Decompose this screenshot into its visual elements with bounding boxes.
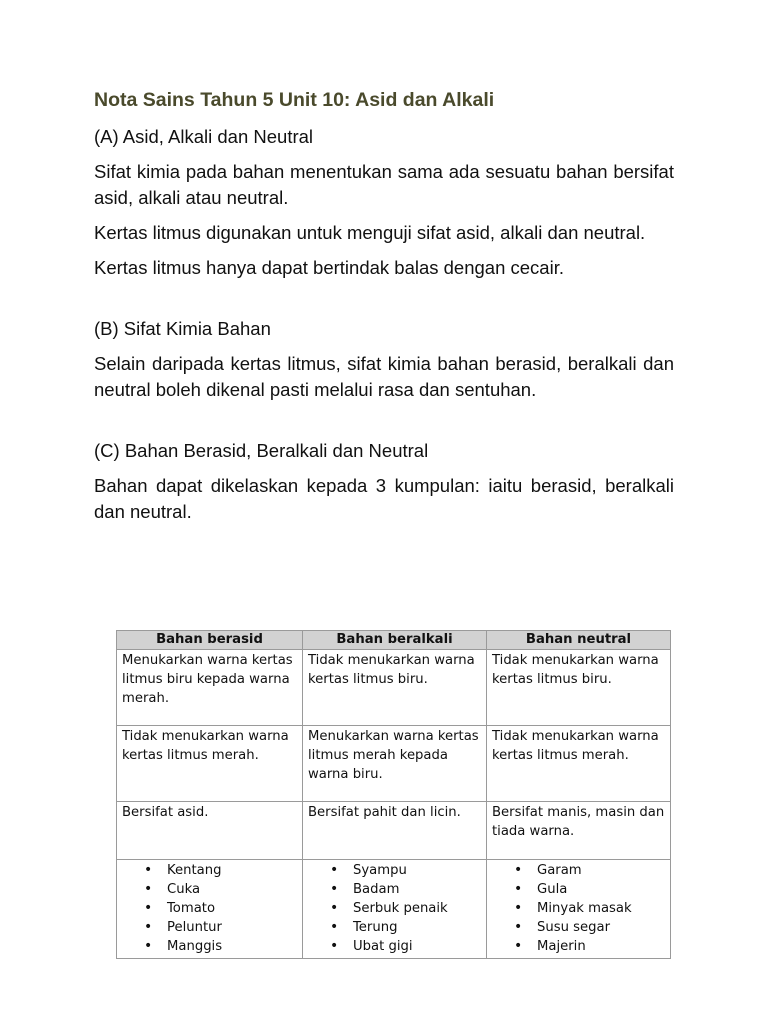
neutral-examples-list [492, 861, 666, 956]
spacer [94, 412, 674, 438]
section-a-paragraph-1: Sifat kimia pada bahan menentukan sama ada sesuatu bahan bersifat asid, alkali atau neutral. [94, 161, 674, 208]
list-item: • Serbuk penaik [353, 899, 482, 918]
properties-table [116, 630, 671, 959]
table-cell: Bersifat pahit dan licin. [303, 802, 487, 860]
alkali-examples-cell [303, 860, 487, 959]
acid-examples-cell [117, 860, 303, 959]
list-item: • Peluntur [167, 918, 298, 937]
table-row-examples [117, 860, 671, 959]
list-item: • Garam [537, 861, 666, 880]
list-item: • Susu segar [537, 918, 666, 937]
page-title: Nota Sains Tahun 5 Unit 10: Asid dan Alkali [94, 89, 495, 111]
table-cell: Bersifat manis, masin dan tiada warna. [487, 802, 671, 860]
list-item: • Majerin [537, 937, 666, 956]
acid-examples-list [122, 861, 298, 956]
header-bahan-beralkali: Bahan beralkali [303, 631, 487, 650]
section-c-paragraph: Bahan dapat dikelaskan kepada 3 kumpulan: iaitu berasid, beralkali dan neutral. [94, 475, 674, 522]
neutral-examples-cell [487, 860, 671, 959]
header-bahan-neutral: Bahan neutral [487, 631, 671, 650]
section-b-heading: (B) Sifat Kimia Bahan [94, 318, 271, 339]
table-cell: Menukarkan warna kertas litmus biru kepada warna merah. [117, 650, 303, 726]
table-row [117, 802, 671, 860]
table-cell: Tidak menukarkan warna kertas litmus merah. [117, 726, 303, 802]
list-item: • Gula [537, 880, 666, 899]
section-a-heading: (A) Asid, Alkali dan Neutral [94, 126, 314, 147]
spacer [94, 290, 674, 316]
section-b-paragraph: Selain daripada kertas litmus, sifat kimia bahan berasid, beralkali dan neutral boleh dikenal pasti melalui rasa dan sentuhan. [94, 353, 674, 400]
alkali-examples-list [308, 861, 482, 956]
section-c-heading: (C) Bahan Berasid, Beralkali dan Neutral [94, 440, 429, 461]
list-item: • Kentang [167, 861, 298, 880]
list-item: • Manggis [167, 937, 298, 956]
table-cell: Tidak menukarkan warna kertas litmus biru. [487, 650, 671, 726]
list-item: • Cuka [167, 880, 298, 899]
header-bahan-berasid: Bahan berasid [117, 631, 303, 650]
list-item: • Tomato [167, 899, 298, 918]
list-item: • Terung [353, 918, 482, 937]
list-item: • Syampu [353, 861, 482, 880]
table-cell: Menukarkan warna kertas litmus merah kepada warna biru. [303, 726, 487, 802]
list-item: • Badam [353, 880, 482, 899]
table-row [117, 726, 671, 802]
table-header-row [117, 631, 671, 650]
section-a-paragraph-3: Kertas litmus hanya dapat bertindak balas dengan cecair. [94, 257, 564, 278]
table-row [117, 650, 671, 726]
table-cell: Bersifat asid. [117, 802, 303, 860]
list-item: • Minyak masak [537, 899, 666, 918]
document-page [94, 86, 674, 534]
table-cell: Tidak menukarkan warna kertas litmus merah. [487, 726, 671, 802]
list-item: • Ubat gigi [353, 937, 482, 956]
table-cell: Tidak menukarkan warna kertas litmus biru. [303, 650, 487, 726]
section-a-paragraph-2: Kertas litmus digunakan untuk menguji sifat asid, alkali dan neutral. [94, 222, 646, 243]
